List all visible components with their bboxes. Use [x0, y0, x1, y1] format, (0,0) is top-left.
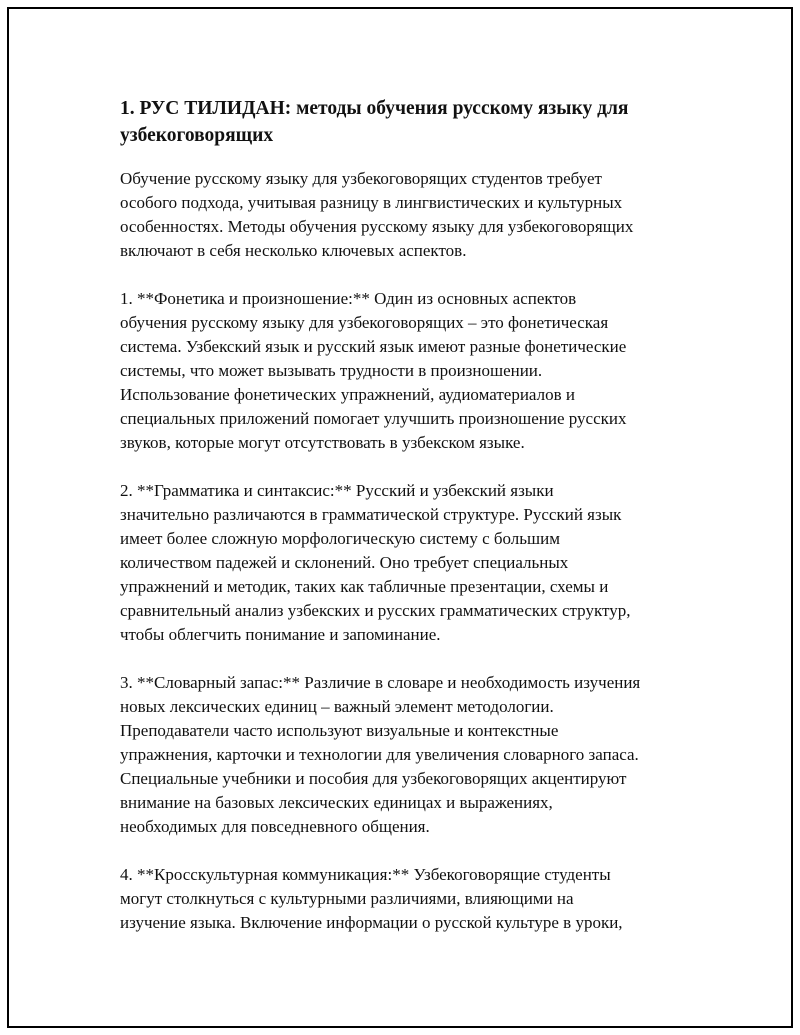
paragraph-vocabulary: 3. **Словарный запас:** Различие в словаре и необходимость изучения новых лексических единиц – важный элемент методологии. Преподаватели часто используют визуальные и контекстные упражнения, карточки и технологии для увеличения словарного запаса. Специальные учебники и пособия для узбекоговорящих акцентируют внимание на базовых лексических единицах и выражениях, необходимых для повседневного общения. [120, 673, 641, 836]
paragraph-grammar: 2. **Грамматика и синтаксис:** Русский и узбекский языки значительно различаются в грамматической структуре. Русский язык имеет более сложную морфологическую систему с большим количеством падежей и склонений. Оно требует специальных упражнений и методик, таких как табличные презентации, схемы и сравнительный анализ узбекских и русских грамматических структур, чтобы облегчить понимание и запоминание. [120, 481, 631, 644]
paragraph-intro: Обучение русскому языку для узбекоговорящих студентов требует особого подхода, учитывая разницу в лингвистических и культурных особенностях. Методы обучения русскому языку для узбекоговорящих включают в себя несколько ключевых аспектов. [120, 169, 634, 260]
page-frame [7, 7, 793, 1028]
paragraph-phonetics: 1. **Фонетика и произношение:** Один из основных аспектов обучения русскому языку для узбекоговорящих – это фонетическая система. Узбекский язык и русский язык имеют разные фонетические системы, что может вызывать трудности в произношении. Использование фонетических упражнений, аудиоматериалов и специальных приложений помогает улучшить произношение русских звуков, которые могут отсутствовать в узбекском языке. [120, 289, 627, 452]
document-title: 1. РУС ТИЛИДАН: методы обучения русскому языку для узбекоговорящих [120, 98, 629, 146]
paragraph-crosscultural: 4. **Кросскультурная коммуникация:** Узбекоговорящие студенты могут столкнуться с культурными различиями, влияющими на изучение языка. Включение информации о русской культуре в уроки, [120, 865, 623, 932]
document-body [120, 95, 695, 959]
